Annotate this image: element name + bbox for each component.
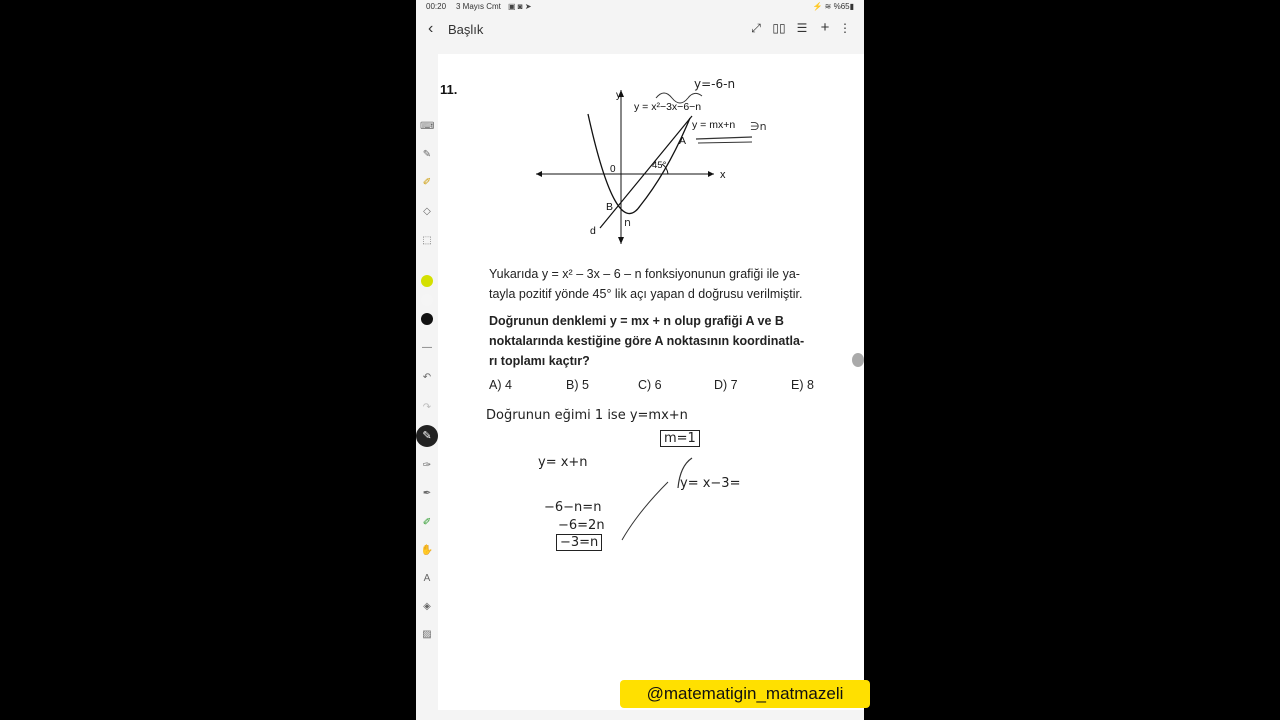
add-page-icon[interactable]: +	[820, 19, 830, 36]
page-list-icon[interactable]: ☰	[796, 21, 808, 35]
battery-level: %65	[833, 2, 850, 11]
handwritten-n-axis: n	[624, 216, 631, 229]
handwritten-step1: −6−n=n	[544, 500, 602, 515]
handwritten-result: y= x−3=	[680, 476, 741, 491]
handwritten-eq-y: y= x+n	[538, 455, 588, 470]
redo-icon[interactable]: ↷	[422, 402, 432, 413]
pen-tool-icon[interactable]: ✎	[422, 149, 432, 160]
status-time: 00:20	[426, 2, 447, 11]
keyboard-icon[interactable]: ⌨	[420, 121, 435, 132]
question-text	[489, 264, 843, 304]
x-axis-label: x	[720, 169, 726, 181]
lasso-select-icon[interactable]: ⬚	[422, 235, 432, 246]
handwritten-m-box: m=1	[660, 430, 700, 447]
point-a-label: A	[679, 135, 687, 147]
page-scroll-handle[interactable]	[852, 353, 864, 367]
handwritten-slope-note: Doğrunun eğimi 1 ise y=mx+n	[486, 408, 688, 423]
line-d-label: d	[590, 225, 596, 237]
stroke-width-icon[interactable]: —	[422, 342, 432, 353]
parabola-curve	[588, 114, 690, 214]
question-text-line1: Yukarıda y = x² – 3x – 6 – n fonksiyonunun grafiği ile ya-	[489, 267, 800, 281]
note-page[interactable]	[438, 54, 864, 710]
point-b-label: B	[606, 201, 614, 213]
battery-indicator: ⚡ ≋ %65▮	[812, 2, 854, 11]
line-label: y = mx+n	[692, 119, 736, 131]
tablet-screen	[416, 0, 864, 720]
angle-label: 45°	[652, 160, 667, 171]
green-marker-icon[interactable]: ✐	[422, 517, 432, 528]
question-prompt-line1: Doğrunun denklemi y = mx + n olup grafiği A ve B	[489, 314, 784, 328]
image-insert-icon[interactable]: ▨	[422, 629, 432, 640]
choice-a: A) 4	[489, 378, 512, 392]
watermark-label: @matematigin_matmazeli	[620, 680, 870, 708]
choice-c: C) 6	[638, 378, 662, 392]
question-prompt-line3: rı toplamı kaçtır?	[489, 354, 590, 368]
choice-d: D) 7	[714, 378, 738, 392]
parabola-label: y = x²−3x−6−n	[634, 101, 702, 113]
question-prompt-line2: noktalarında kestiğine göre A noktasının koordinatla-	[489, 334, 805, 348]
question-number: 11.	[440, 82, 458, 97]
text-tool-icon[interactable]: A	[423, 573, 431, 584]
status-bar	[416, 0, 864, 14]
brush-pen-icon[interactable]: ✒	[422, 488, 432, 499]
choice-b: B) 5	[566, 378, 589, 392]
expand-icon[interactable]: ⤢	[751, 21, 761, 35]
origin-label: 0	[610, 164, 616, 175]
drawing-toolbar	[416, 116, 438, 656]
more-options-icon[interactable]: ⋮	[839, 21, 851, 35]
handwritten-step2: −6=2n	[558, 518, 605, 533]
note-header	[416, 14, 864, 44]
choice-e: E) 8	[791, 378, 814, 392]
book-view-icon[interactable]: ▯▯	[772, 21, 786, 35]
color-yellow-dot[interactable]	[421, 275, 433, 287]
handwritten-top-note: y=-6-n	[694, 77, 736, 91]
back-chevron-icon[interactable]: ‹	[428, 20, 434, 37]
handwritten-step3-box: −3=n	[556, 534, 602, 551]
color-white-dot[interactable]	[421, 294, 433, 306]
fingertip-icon[interactable]: ✋	[420, 545, 434, 556]
y-axis-label: y	[616, 90, 621, 101]
handwritten-arrow	[618, 452, 698, 542]
eraser-icon[interactable]: ◇	[423, 206, 431, 217]
question-graph	[528, 76, 808, 246]
notification-icons: ▣ ◙ ➤	[508, 2, 532, 11]
status-date: 3 Mayıs Cmt	[456, 2, 501, 11]
note-title[interactable]: Başlık	[448, 22, 484, 37]
handwritten-n-note: ∋n	[750, 120, 767, 133]
active-pen-icon[interactable]: ✎	[416, 425, 438, 447]
color-black-dot[interactable]	[421, 313, 433, 325]
question-text-line2: tayla pozitif yönde 45° lik açı yapan d doğrusu verilmiştir.	[489, 287, 803, 301]
question-prompt	[489, 311, 843, 371]
highlighter-icon[interactable]: ✐	[422, 177, 432, 188]
shape-tool-icon[interactable]: ◈	[423, 601, 431, 612]
fountain-pen-icon[interactable]: ✑	[422, 460, 432, 471]
undo-icon[interactable]: ↶	[422, 372, 432, 383]
